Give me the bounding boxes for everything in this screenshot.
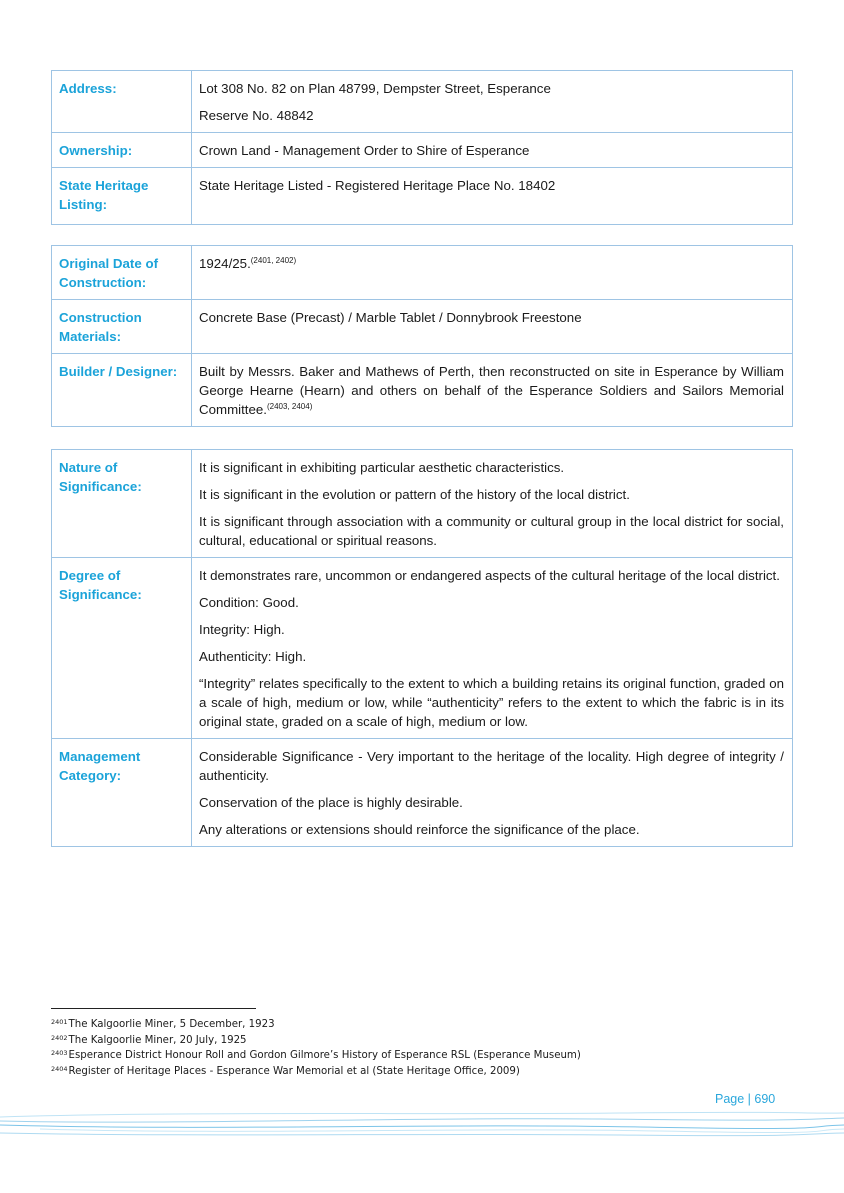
degree-item: Condition: Good.: [199, 595, 299, 610]
degree-value: [192, 558, 793, 739]
property-details-table: [51, 70, 793, 225]
state-heritage-listing-value: State Heritage Listed - Registered Heritage Place No. 18402: [192, 168, 793, 225]
address-line-1: Lot 308 No. 82 on Plan 48799, Dempster Street, Esperance: [199, 81, 551, 96]
significance-table: [51, 449, 793, 847]
materials-value: Concrete Base (Precast) / Marble Tablet / Donnybrook Freestone: [192, 300, 793, 354]
state-heritage-listing-label: State Heritage Listing:: [52, 168, 192, 225]
ownership-value: Crown Land - Management Order to Shire of Esperance: [192, 133, 793, 168]
management-value: [192, 739, 793, 847]
ownership-row: [52, 133, 793, 168]
degree-label: Degree of Significance:: [52, 558, 192, 739]
ownership-label: Ownership:: [52, 133, 192, 168]
nature-value: [192, 450, 793, 558]
builder-row: [52, 354, 793, 427]
date-value-cell: [192, 246, 793, 300]
address-value: [192, 71, 793, 133]
footnote-text: The Kalgoorlie Miner, 20 July, 1925: [68, 1034, 247, 1046]
address-row: [52, 71, 793, 133]
degree-row: [52, 558, 793, 739]
builder-value-cell: [192, 354, 793, 427]
footnote-number: 2403: [51, 1049, 68, 1058]
builder-value: Built by Messrs. Baker and Mathews of Perth, then reconstructed on site in Esperance by William George Hearne (Hearn) and others on behalf of the Esperance Soldiers and Sailors Memorial Committee.: [199, 364, 784, 417]
builder-references: (2403, 2404): [266, 402, 313, 411]
footnote-separator: [51, 1008, 256, 1009]
footnotes: [51, 1017, 751, 1079]
builder-label: Builder / Designer:: [52, 354, 192, 427]
footnote-text: Register of Heritage Places - Esperance War Memorial et al (State Heritage Office, 2009): [68, 1065, 520, 1077]
management-row: [52, 739, 793, 847]
wave-decoration: [0, 1105, 844, 1145]
footnote-text: Esperance District Honour Roll and Gordon Gilmore’s History of Esperance RSL (Esperance Museum): [68, 1050, 581, 1062]
footnote-number: 2401: [51, 1018, 68, 1026]
address-label: Address:: [52, 71, 192, 133]
footnote: [51, 1033, 751, 1049]
materials-label: Construction Materials:: [52, 300, 192, 354]
management-label: Management Category:: [52, 739, 192, 847]
date-references: (2401, 2402): [250, 256, 297, 265]
footnote: [51, 1064, 751, 1080]
date-row: [52, 246, 793, 300]
nature-item: It is significant in exhibiting particular aesthetic characteristics.: [199, 460, 565, 475]
nature-item: It is significant through association with a community or cultural group in the local district for social, cultural, educational or spiritual reasons.: [199, 514, 784, 548]
degree-item: Authenticity: High.: [199, 649, 307, 664]
footnote-number: 2404: [51, 1064, 68, 1073]
date-label: Original Date of Construction:: [52, 246, 192, 300]
construction-details-table: [51, 245, 793, 427]
footnote: [51, 1048, 751, 1064]
materials-row: [52, 300, 793, 354]
nature-label: Nature of Significance:: [52, 450, 192, 558]
footnote-text: The Kalgoorlie Miner, 5 December, 1923: [68, 1019, 275, 1030]
degree-item: “Integrity” relates specifically to the extent to which a building retains its original function, graded on a scale of high, medium or low, while “authenticity” refers to the extent to which the fabric is in its original state, graded on a scale of high, medium or low.: [199, 676, 784, 729]
degree-item: Integrity: High.: [199, 622, 285, 637]
management-item: Conservation of the place is highly desirable.: [199, 795, 463, 810]
state-heritage-listing-row: [52, 168, 793, 225]
page-number: Page | 690: [715, 1092, 776, 1106]
footnote-number: 2402: [51, 1033, 68, 1042]
nature-row: [52, 450, 793, 558]
management-item: Considerable Significance - Very important to the heritage of the locality. High degree of integrity / authenticity.: [199, 749, 784, 783]
date-value: 1924/25.: [199, 256, 251, 271]
footnote: [51, 1017, 751, 1033]
degree-item: It demonstrates rare, uncommon or endangered aspects of the cultural heritage of the local district.: [199, 568, 780, 583]
address-line-2: Reserve No. 48842: [199, 108, 314, 123]
management-item: Any alterations or extensions should reinforce the significance of the place.: [199, 822, 640, 837]
nature-item: It is significant in the evolution or pattern of the history of the local district.: [199, 487, 630, 502]
